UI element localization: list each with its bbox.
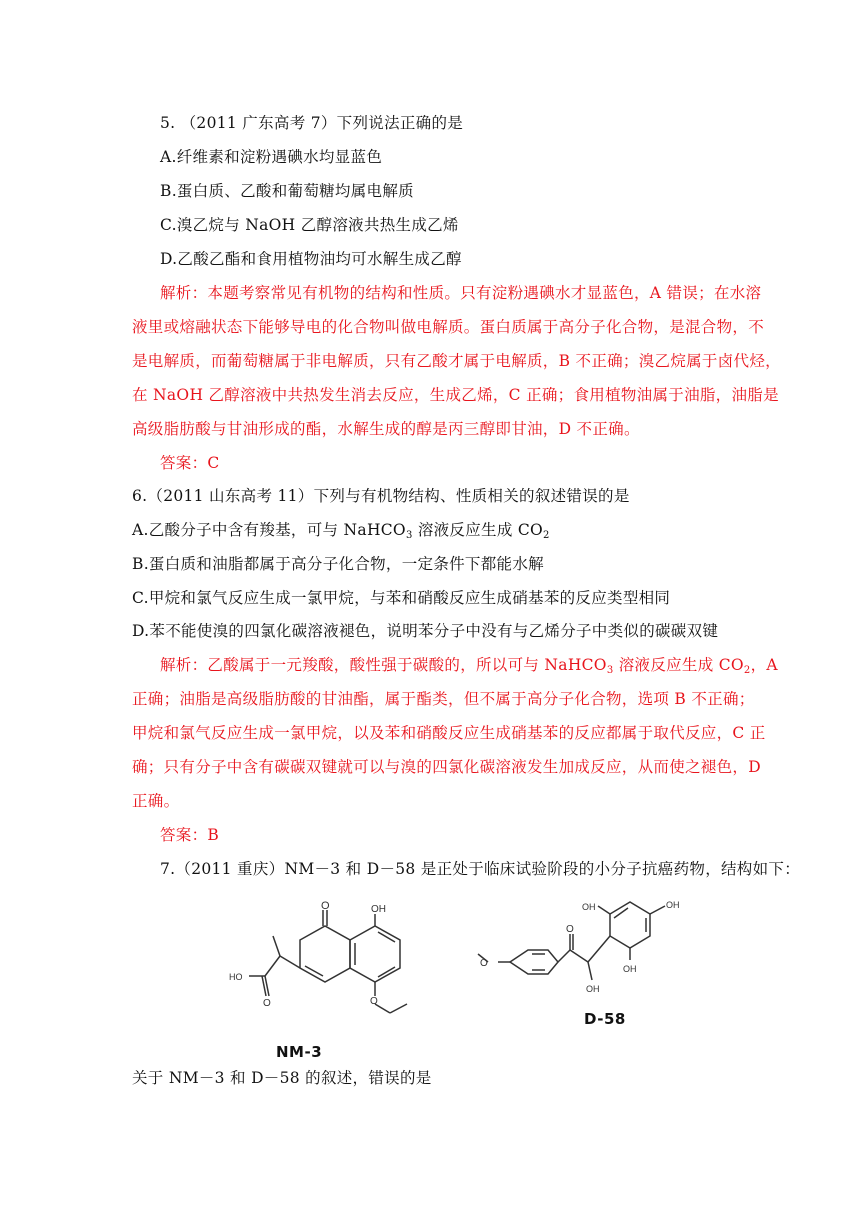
q6-option-b: B.蛋白质和油脂都属于高分子化合物，一定条件下都能水解 — [132, 555, 544, 573]
svg-text:HO: HO — [229, 972, 243, 982]
q7-stem: 7.（2011 重庆）NM－3 和 D－58 是正处于临床试验阶段的小分子抗癌药物，结构如下： — [160, 860, 800, 878]
q5-option-d: D.乙酸乙酯和食用植物油均可水解生成乙醇 — [160, 250, 462, 268]
svg-text:OH: OH — [623, 964, 637, 974]
q6-analysis-line: 正确；油脂是高级脂肪酸的甘油酯，属于酯类，但不属于高分子化合物，选项 B 不正确； — [132, 690, 755, 708]
svg-text:O: O — [566, 924, 574, 935]
q6-analysis-line: 正确。 — [132, 792, 180, 810]
q5-stem: 5. （2011 广东高考 7）下列说法正确的是 — [160, 114, 464, 132]
q6-option-a: A.乙酸分子中含有羧基，可与 NaHCO$_3$ 溶液反应生成 $CO_2$ — [132, 521, 550, 541]
q5-option-a: A.纤维素和淀粉遇碘水均显蓝色 — [160, 148, 383, 166]
svg-text:OH: OH — [371, 904, 386, 915]
q6-analysis-line: 甲烷和氯气反应生成一氯甲烷，以及苯和硝酸反应生成硝基苯的反应都属于取代反应，C 正 — [132, 724, 766, 742]
q5-analysis-line: 高级脂肪酸与甘油形成的酯，水解生成的醇是丙三醇即甘油，D 不正确。 — [132, 420, 640, 438]
svg-text:OH: OH — [582, 902, 596, 912]
q6-analysis-line: 解析：乙酸属于一元羧酸，酸性强于碳酸的，所以可与 NaHCO$_3$ 溶液反应生成 $CO_2$，A — [160, 656, 778, 676]
q6-stem: 6.（2011 山东高考 11）下列与有机物结构、性质相关的叙述错误的是 — [132, 487, 630, 505]
q5-analysis-line: 液里或熔融状态下能够导电的化合物叫做电解质。蛋白质属于高分子化合物，是混合物，不 — [132, 318, 765, 336]
svg-text:O: O — [263, 998, 271, 1009]
q5-analysis-line: 在 NaOH 乙醇溶液中共热发生消去反应，生成乙烯，C 正确；食用植物油属于油脂，油脂是 — [132, 386, 779, 404]
svg-text:O: O — [321, 900, 330, 912]
d58-structure-image — [470, 888, 700, 1008]
nm3-caption: NM-3 — [276, 1043, 323, 1061]
q6-answer: 答案：B — [160, 826, 220, 844]
q6-option-d: D.苯不能使溴的四氯化碳溶液褪色，说明苯分子中没有与乙烯分子中类似的碳碳双键 — [132, 622, 719, 640]
q7-question: 关于 NM－3 和 D－58 的叙述，错误的是 — [132, 1069, 432, 1087]
q5-answer: 答案：C — [160, 454, 220, 472]
d58-caption: D-58 — [584, 1010, 626, 1028]
svg-text:O: O — [480, 958, 488, 969]
q5-analysis-line: 解析：本题考察常见有机物的结构和性质。只有淀粉遇碘水才显蓝色，A 错误；在水溶 — [160, 284, 762, 302]
q5-analysis-line: 是电解质，而葡萄糖属于非电解质，只有乙酸才属于电解质，B 不正确；溴乙烷属于卤代烃， — [132, 352, 781, 370]
svg-text:O: O — [370, 996, 378, 1007]
nm3-structure-image — [225, 900, 415, 1040]
svg-text:OH: OH — [586, 984, 600, 994]
svg-text:OH: OH — [666, 900, 680, 910]
q5-option-b: B.蛋白质、乙酸和葡萄糖均属电解质 — [160, 182, 414, 200]
q6-option-c: C.甲烷和氯气反应生成一氯甲烷，与苯和硝酸反应生成硝基苯的反应类型相同 — [132, 589, 671, 607]
q6-analysis-line: 确；只有分子中含有碳碳双键就可以与溴的四氯化碳溶液发生加成反应，从而使之褪色，D — [132, 758, 761, 776]
q5-option-c: C.溴乙烷与 NaOH 乙醇溶液共热生成乙烯 — [160, 216, 459, 234]
